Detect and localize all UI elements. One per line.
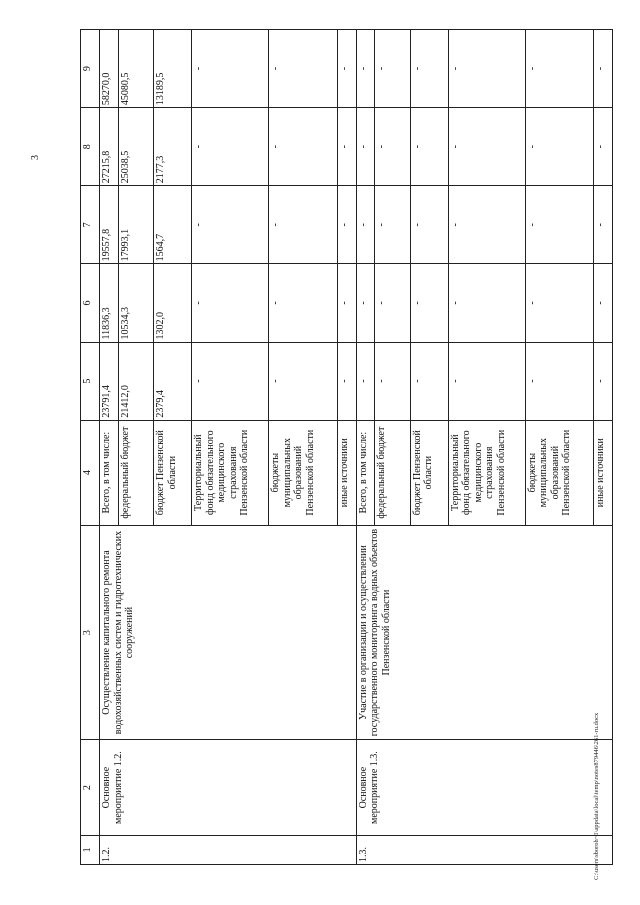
value-cell: - [525, 108, 594, 186]
value-cell: 45080,5 [118, 30, 154, 108]
header-cell: 1 [81, 835, 100, 864]
value-cell: - [356, 30, 374, 108]
value-cell: - [338, 30, 356, 108]
value-cell: - [192, 186, 269, 264]
value-cell: - [374, 108, 410, 186]
value-cell: - [356, 186, 374, 264]
value-cell: - [448, 186, 525, 264]
value-cell: - [374, 30, 410, 108]
value-cell: - [192, 108, 269, 186]
value-cell: - [269, 186, 338, 264]
value-cell: - [448, 264, 525, 342]
value-cell: - [338, 108, 356, 186]
header-cell: 2 [81, 740, 100, 835]
row-number-cell: 1.3. [356, 835, 613, 864]
table-body [81, 30, 613, 865]
value-cell: - [594, 342, 613, 420]
funding-source-cell: бюджет Пензенской области [410, 420, 448, 525]
funding-source-cell: иные источники [338, 420, 356, 525]
value-cell: 10534,3 [118, 264, 154, 342]
funding-source-cell: Территориальный фонд обязательного медицинского страхования Пензенской области [448, 420, 525, 525]
value-cell: - [356, 342, 374, 420]
value-cell: - [410, 342, 448, 420]
value-cell: - [356, 264, 374, 342]
value-cell: - [410, 30, 448, 108]
value-cell: 1302,0 [154, 264, 192, 342]
value-cell: - [594, 108, 613, 186]
funding-source-cell: иные источники [594, 420, 613, 525]
value-cell: 19557,8 [100, 186, 118, 264]
value-cell: - [448, 30, 525, 108]
value-cell: - [410, 264, 448, 342]
value-cell: - [594, 186, 613, 264]
value-cell: - [410, 108, 448, 186]
value-cell: - [269, 264, 338, 342]
header-cell: 3 [81, 525, 100, 740]
activity-description-cell: Участие в организации и осуществлении государственного мониторинга водных объектов Пензенской области [356, 525, 613, 740]
page-number: 3 [30, 155, 41, 160]
budget-table [80, 29, 613, 865]
activity-name-cell: Основное мероприятие 1.2. [100, 740, 356, 835]
table-row [356, 30, 374, 865]
header-cell: 4 [81, 420, 100, 525]
activity-name-cell: Основное мероприятие 1.3. [356, 740, 613, 835]
value-cell: - [374, 342, 410, 420]
file-path-footer: C:\users\sboroh~1\appdata\local\temp\notes879446\261-ru.docx [593, 712, 600, 880]
value-cell: 25038,5 [118, 108, 154, 186]
value-cell: - [594, 264, 613, 342]
value-cell: - [338, 342, 356, 420]
value-cell: - [269, 108, 338, 186]
value-cell: - [192, 342, 269, 420]
value-cell: - [410, 186, 448, 264]
value-cell: - [525, 30, 594, 108]
value-cell: - [338, 186, 356, 264]
header-row [81, 30, 100, 865]
value-cell: - [448, 342, 525, 420]
header-cell: 6 [81, 264, 100, 342]
value-cell: 11836,3 [100, 264, 118, 342]
funding-source-cell: Всего, в том числе: [100, 420, 118, 525]
row-number-cell: 1.2. [100, 835, 356, 864]
value-cell: 1564,7 [154, 186, 192, 264]
value-cell: - [525, 264, 594, 342]
value-cell: 17993,1 [118, 186, 154, 264]
activity-description-cell: Осуществление капитального ремонта водохозяйственных систем и гидротехнических сооружений [100, 525, 356, 740]
funding-source-cell: бюджеты муниципальных образований Пензенской области [525, 420, 594, 525]
funding-source-cell: бюджет Пензенской области [154, 420, 192, 525]
header-cell: 8 [81, 108, 100, 186]
funding-source-cell: Территориальный фонд обязательного медицинского страхования Пензенской области [192, 420, 269, 525]
table-row [100, 30, 118, 865]
value-cell: 27215,8 [100, 108, 118, 186]
value-cell: - [269, 30, 338, 108]
value-cell: 58270,0 [100, 30, 118, 108]
value-cell: - [192, 30, 269, 108]
value-cell: 21412,0 [118, 342, 154, 420]
value-cell: - [338, 264, 356, 342]
value-cell: 23791,4 [100, 342, 118, 420]
value-cell: - [448, 108, 525, 186]
budget-table-wrapper [80, 29, 613, 865]
funding-source-cell: федеральный бюджет [118, 420, 154, 525]
value-cell: - [192, 264, 269, 342]
value-cell: - [374, 186, 410, 264]
value-cell: - [594, 30, 613, 108]
funding-source-cell: федеральный бюджет [374, 420, 410, 525]
header-cell: 5 [81, 342, 100, 420]
funding-source-cell: бюджеты муниципальных образований Пензенской области [269, 420, 338, 525]
value-cell: - [525, 342, 594, 420]
value-cell: - [269, 342, 338, 420]
funding-source-cell: Всего, в том числе: [356, 420, 374, 525]
header-cell: 7 [81, 186, 100, 264]
value-cell: - [374, 264, 410, 342]
value-cell: 2379,4 [154, 342, 192, 420]
value-cell: - [356, 108, 374, 186]
value-cell: 2177,3 [154, 108, 192, 186]
value-cell: 13189,5 [154, 30, 192, 108]
value-cell: - [525, 186, 594, 264]
header-cell: 9 [81, 30, 100, 108]
